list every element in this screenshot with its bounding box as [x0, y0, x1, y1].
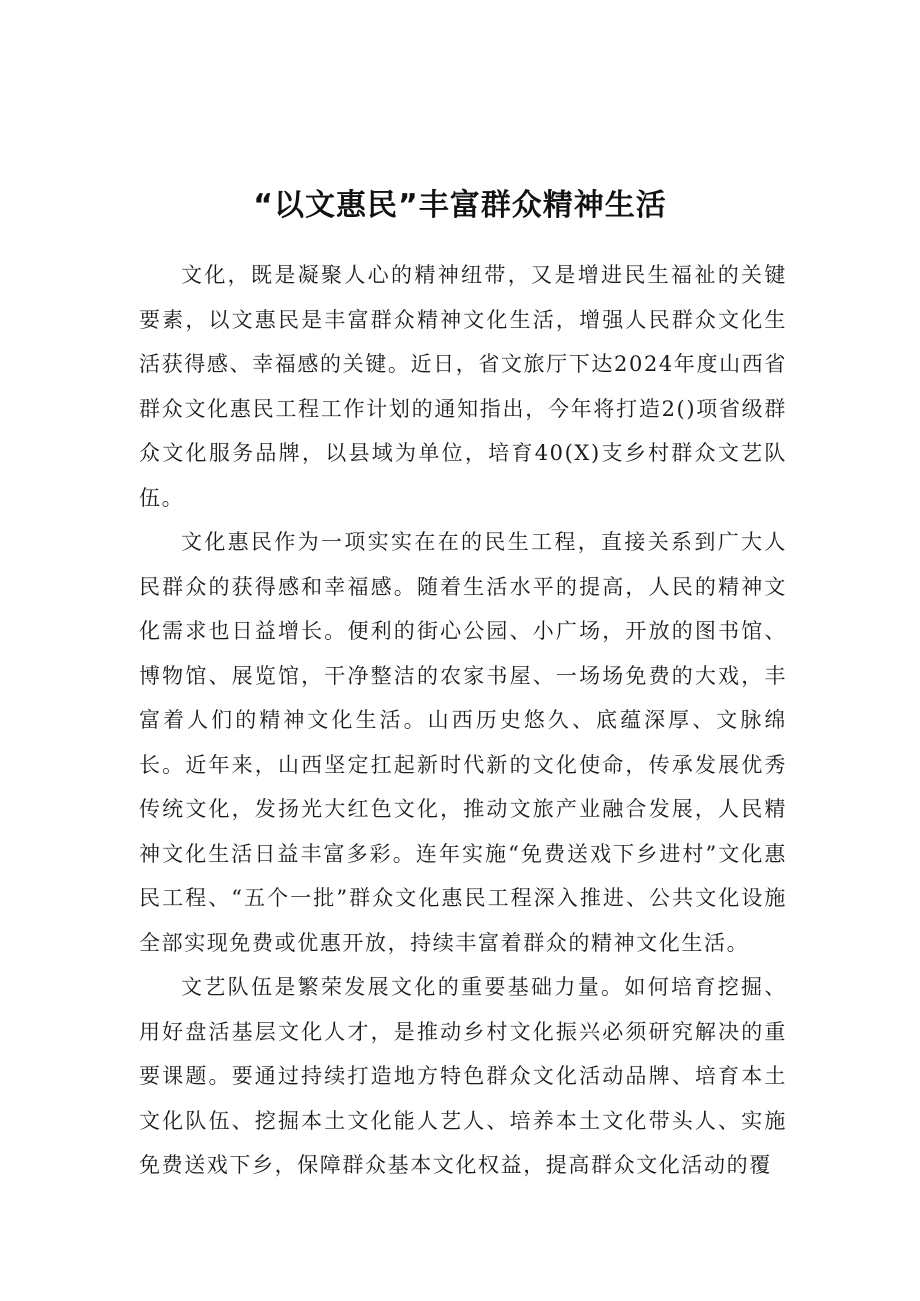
- paragraph-3: 文艺队伍是繁荣发展文化的重要基础力量。如何培育挖掘、用好盘活基层文化人才，是推动乡村文化振兴必须研究解决的重要课题。要通过持续打造地方特色群众文化活动品牌、培育本土文化队伍、挖掘本土文化能人艺人、培养本土文化带头人、实施免费送戏下乡，保障群众基本文化权益，提高群众文化活动的覆: [139, 975, 787, 1177]
- paragraph-1: 文化，既是凝聚人心的精神纽带，又是增进民生福祉的关键要素，以文惠民是丰富群众精神文化生活，增强人民群众文化生活获得感、幸福感的关键。近日，省文旅厅下达2024年度山西省群众文化惠民工程工作计划的通知指出，今年将打造2()项省级群众文化服务品牌，以县域为单位，培育40(X)支乡村群众文艺队伍。: [139, 263, 787, 510]
- paragraph-2: 文化惠民作为一项实实在在的民生工程，直接关系到广大人民群众的获得感和幸福感。随着生活水平的提高，人民的精神文化需求也日益增长。便利的街心公园、小广场，开放的图书馆、博物馆、展览馆，干净整洁的农家书屋、一场场免费的大戏，丰富着人们的精神文化生活。山西历史悠久、底蕴深厚、文脉绵长。近年来，山西坚定扛起新时代新的文化使命，传承发展优秀传统文化，发扬光大红色文化，推动文旅产业融合发展，人民精神文化生活日益丰富多彩。连年实施“免费送戏下乡进村”文化惠民工程、“五个一批”群众文化惠民工程深入推进、公共文化设施全部实现免费或优惠开放，持续丰富着群众的精神文化生活。: [139, 530, 787, 955]
- document-title: “以文惠民”丰富群众精神生活: [253, 188, 667, 224]
- document-body: [139, 253, 787, 1188]
